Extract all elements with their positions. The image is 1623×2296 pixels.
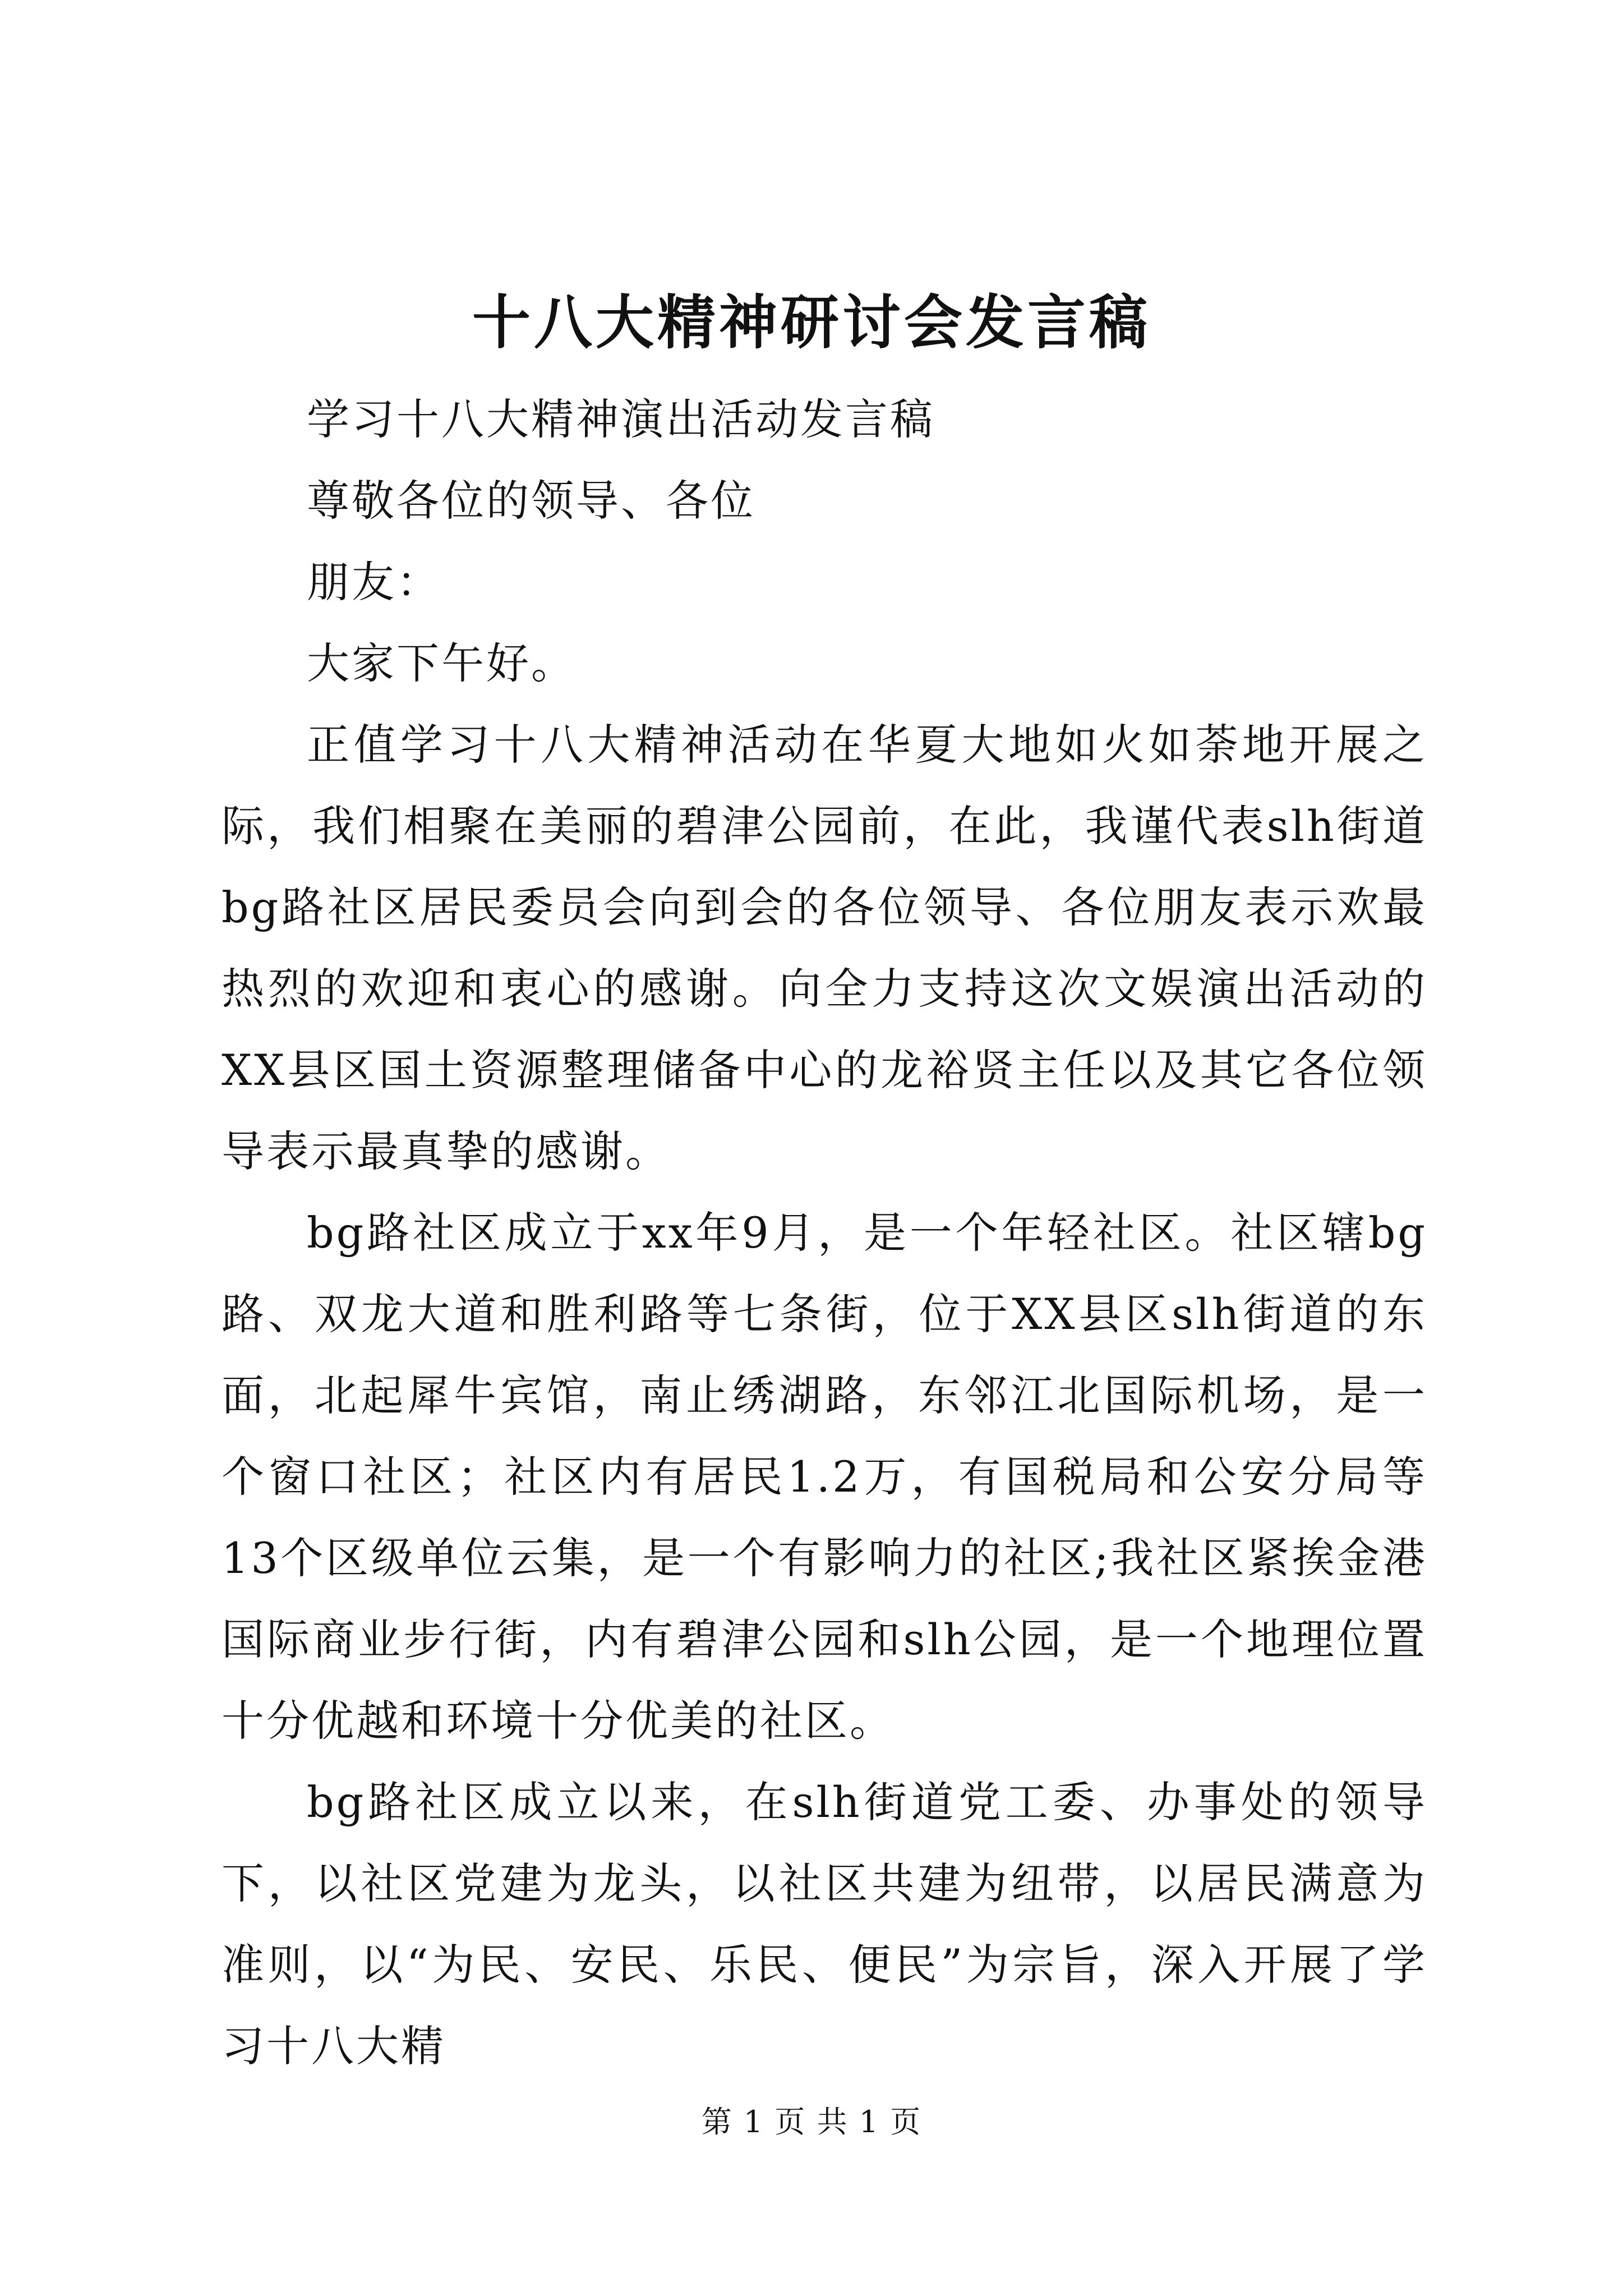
document-title: 十八大精神研讨会发言稿: [472, 288, 1151, 357]
paragraph-subtitle: 学习十八大精神演出活动发言稿: [307, 394, 935, 444]
paragraph-salutation-friends: 朋友：: [307, 557, 441, 607]
paragraph-welcome: 正值学习十八大精神活动在华夏大地如火如荼地开展之际，我们相聚在美丽的碧津公园前，在此，我谨代表slh街道bg路社区居民委员会向到会的各位领导、各位朋友表示欢最热烈的欢迎和衷心的感谢。向全力支持这次文娱演出活动的XX县区国土资源整理储备中心的龙裕贤主任以及其它各位领导表示最真挚的感谢。: [222, 720, 1427, 1176]
document-body: [222, 379, 1427, 2087]
paragraph-community-work: bg路社区成立以来，在slh街道党工委、办事处的领导下，以社区党建为龙头，以社区共建为纽带，以居民满意为准则，以“为民、安民、乐民、便民”为宗旨，深入开展了学习十八大精: [222, 1777, 1427, 2071]
paragraph-community-intro: bg路社区成立于xx年9月，是一个年轻社区。社区辖bg路、双龙大道和胜利路等七条街，位于XX县区slh街道的东面，北起犀牛宾馆，南止绣湖路，东邻江北国际机场，是一个窗口社区；社区内有居民1.2万，有国税局和公安分局等13个区级单位云集，是一个有影响力的社区;我社区紧挨金港国际商业步行街，内有碧津公园和slh公园，是一个地理位置十分优越和环境十分优美的社区。: [222, 1208, 1427, 1746]
paragraph-greeting: 大家下午好。: [307, 638, 576, 688]
page-footer: 第 1 页 共 1 页: [701, 2104, 922, 2139]
paragraph-salutation: 尊敬各位的领导、各位: [307, 476, 755, 526]
